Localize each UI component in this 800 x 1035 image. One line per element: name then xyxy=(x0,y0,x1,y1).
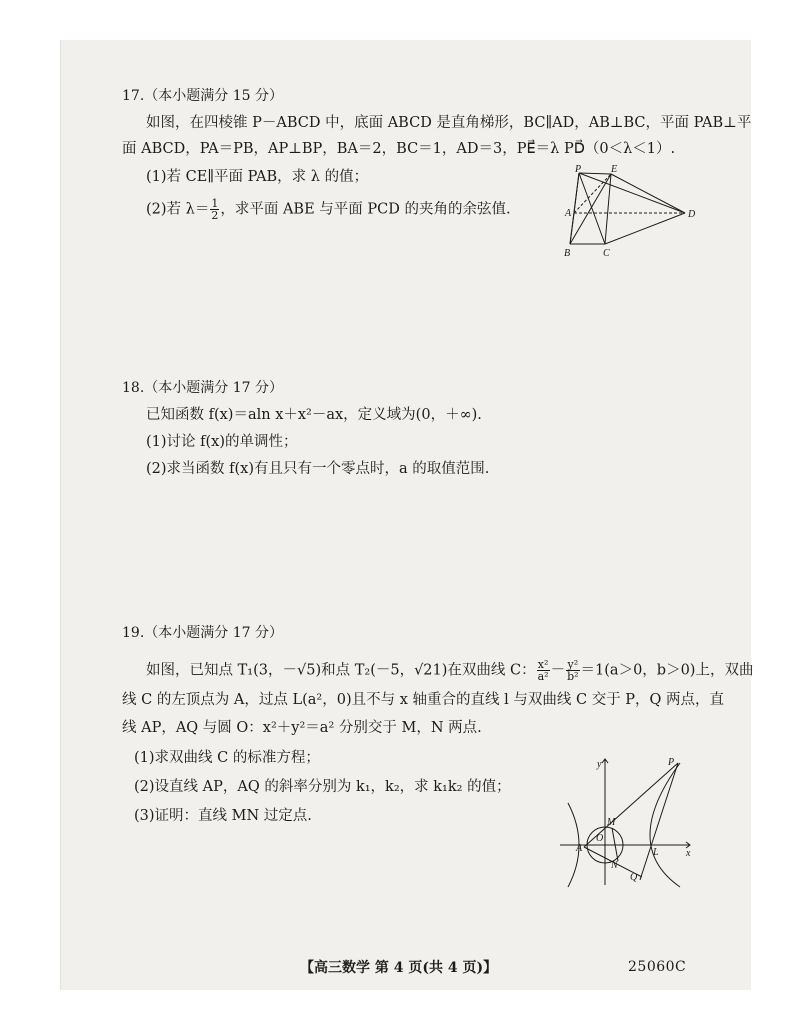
fraction-denominator: b² xyxy=(567,670,579,683)
label-M: M xyxy=(607,817,616,828)
q17-line2: 面 ABCD，PA＝PB，AP⊥BP，BA＝2，BC＝1，AD＝3，PE⃗＝λ PD⃗（0＜λ＜1）. xyxy=(122,141,676,157)
fraction-denominator: a² xyxy=(537,670,549,683)
q19-part1: (1)求双曲线 C 的标准方程； xyxy=(134,750,320,766)
label-P: P xyxy=(575,164,582,175)
label-A: A xyxy=(576,843,583,854)
q19-line1 xyxy=(146,659,753,682)
q19-line1-end: ＝1(a＞0，b＞0)上，双曲 xyxy=(580,662,754,679)
q17-line1: 如图，在四棱锥 P－ABCD 中，底面 ABCD 是直角梯形，BC∥AD，AB⊥BC，平面 PAB⊥平 xyxy=(146,115,752,131)
label-L: L xyxy=(653,847,659,858)
q19-line1-start: 如图，已知点 T₁(3，－√5)和点 T₂(－5，√21)在双曲线 C： xyxy=(146,662,536,679)
q17-part2-suffix: ，求平面 ABE 与平面 PCD 的夹角的余弦值. xyxy=(220,201,511,218)
minus-sign: － xyxy=(550,662,566,679)
pyramid-figure xyxy=(555,162,705,262)
q19-line2: 线 C 的左顶点为 A，过点 L(a²，0)且不与 x 轴重合的直线 l 与双曲线 C 交于 P，Q 两点，直 xyxy=(122,692,725,708)
q17-part1: (1)若 CE∥平面 PAB，求 λ 的值； xyxy=(146,169,369,185)
fraction-numerator: 1 xyxy=(211,197,219,210)
fraction-numerator: x² xyxy=(537,658,549,671)
label-D: D xyxy=(688,209,696,220)
q18-part1: (1)讨论 f(x)的单调性； xyxy=(146,434,298,450)
label-O: O xyxy=(596,833,604,844)
label-C: C xyxy=(603,248,610,259)
q18-part2: (2)求当函数 f(x)有且只有一个零点时，a 的取值范围. xyxy=(146,461,490,477)
label-B: B xyxy=(564,248,571,259)
q19-line3: 线 AP，AQ 与圆 O：x²＋y²＝a² 分别交于 M，N 两点. xyxy=(122,720,482,736)
q17-part2 xyxy=(146,198,511,221)
label-x: x xyxy=(686,848,691,859)
label-A: A xyxy=(565,208,572,219)
q18-line1: 已知函数 f(x)＝aln x＋x²－ax，定义域为(0，＋∞). xyxy=(146,407,482,423)
label-N: N xyxy=(611,860,618,871)
label-E: E xyxy=(611,164,618,175)
q17-header: 17.（本小题满分 15 分） xyxy=(122,88,283,104)
y-squared-fraction xyxy=(566,659,579,682)
q17-part2-prefix: (2)若 λ＝ xyxy=(146,201,210,218)
page-footer-title: 【高三数学 第 4 页(共 4 页)】 xyxy=(300,960,498,976)
label-y: y xyxy=(597,759,602,770)
x-squared-fraction xyxy=(537,659,550,682)
q18-header: 18.（本小题满分 17 分） xyxy=(122,380,283,396)
fraction-denominator: 2 xyxy=(211,209,219,222)
fraction-numerator: y² xyxy=(567,658,579,671)
q17-half-fraction xyxy=(210,198,219,221)
q19-part2: (2)设直线 AP，AQ 的斜率分别为 k₁，k₂，求 k₁k₂ 的值； xyxy=(134,779,511,795)
label-P: P xyxy=(668,757,675,768)
label-Q: Q xyxy=(630,872,638,883)
q19-header: 19.（本小题满分 17 分） xyxy=(122,625,283,641)
paper-code: 25060C xyxy=(628,959,687,975)
hyperbola-figure xyxy=(560,755,695,890)
q19-part3: (3)证明：直线 MN 过定点. xyxy=(134,808,312,824)
